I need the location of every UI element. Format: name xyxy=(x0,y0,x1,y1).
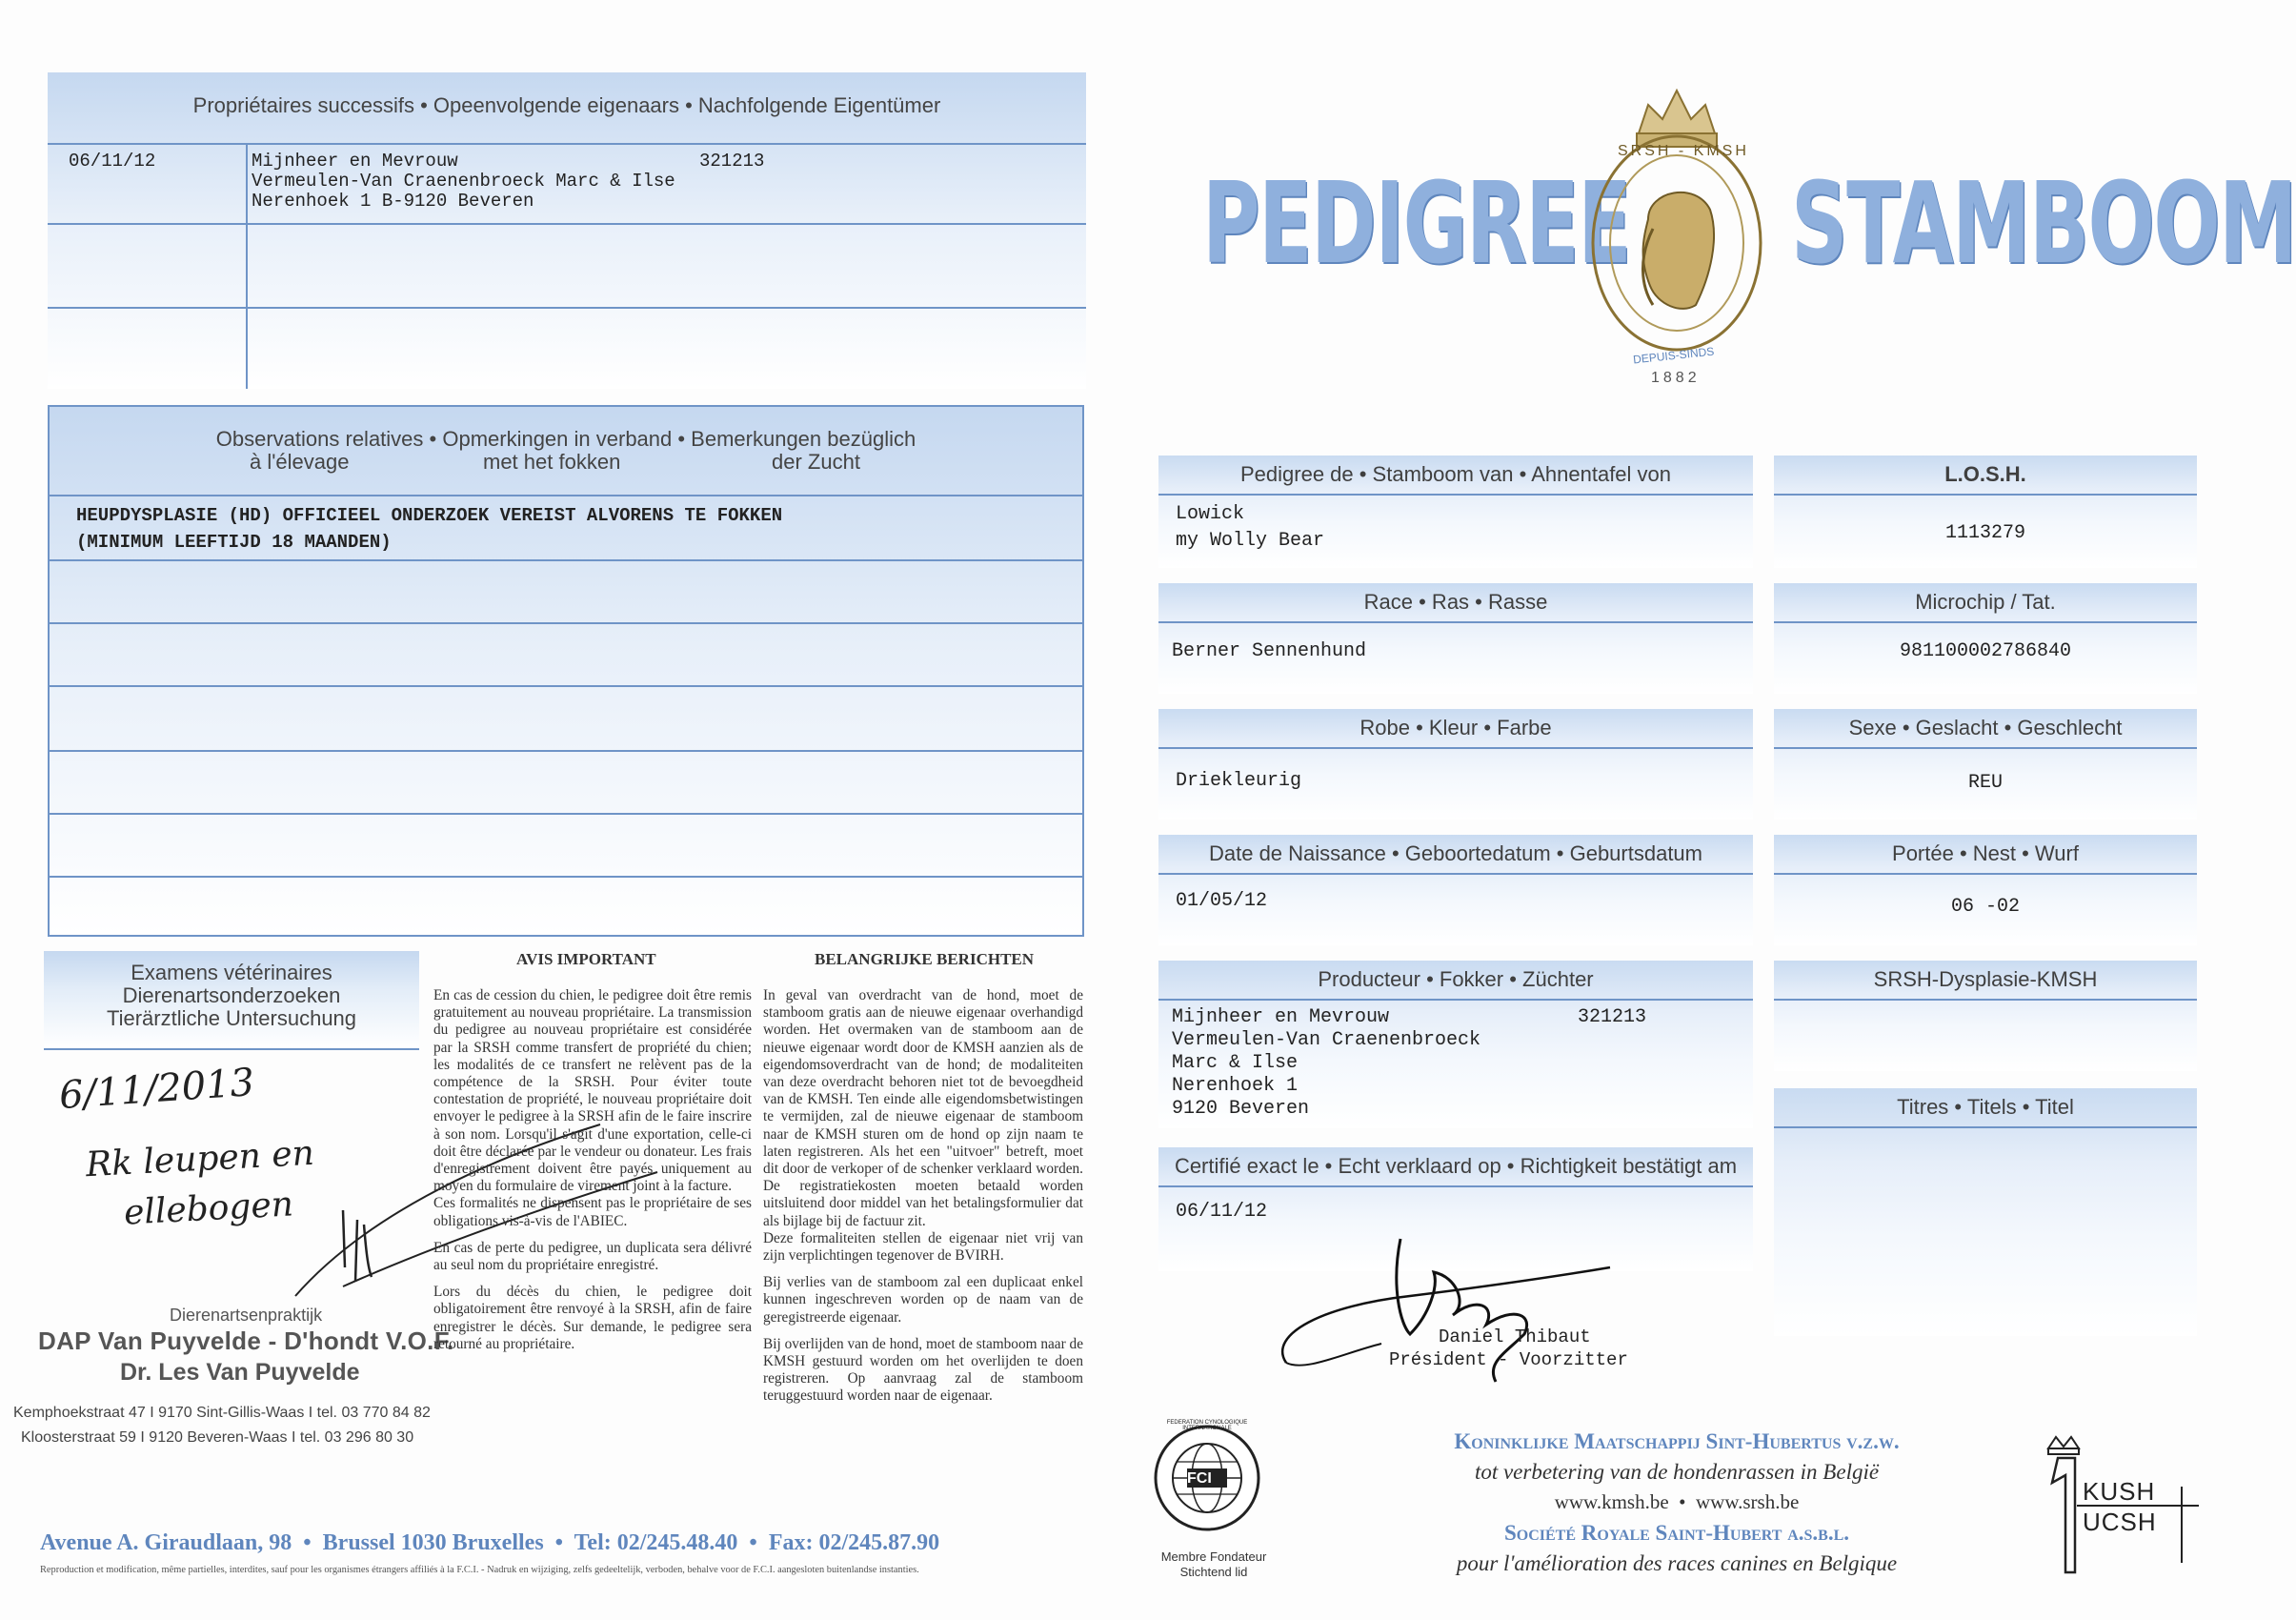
stamp-small: Dierenartsenpraktijk xyxy=(170,1306,323,1325)
since-label: DEPUIS-SINDS xyxy=(1632,344,1715,367)
field-microchip xyxy=(1774,583,2197,694)
handwritten-date: 6/11/2013 xyxy=(57,1060,256,1119)
divider xyxy=(50,495,1082,496)
field-dob xyxy=(1158,835,1753,945)
footer-address: Avenue A. Giraudlaan, 98 • Brussel 1030 Bruxelles • Tel: 02/245.48.40 • Fax: 02/245.87.90 xyxy=(40,1530,940,1555)
observations-header-nl: met het fokken xyxy=(483,450,621,474)
kush-label: KUSH xyxy=(2083,1477,2156,1506)
field-pedigree-name xyxy=(1158,456,1753,568)
field-robe xyxy=(1158,709,1753,820)
owner-line1: Mijnheer en Mevrouw xyxy=(252,151,458,172)
berichten-paragraph: Bij overlijden van de hond, moet de stamboom naar de KMSH gestuurd worden om het overlijden te doen registreren. Op aanvraag zal de stamboom teruggestuurd worden naar de eigenaar. xyxy=(763,1335,1083,1405)
society-tagline-nl: tot verbetering van de hondenrassen in België xyxy=(1474,1460,1880,1484)
field-portee xyxy=(1774,835,2197,945)
field-label: Race • Ras • Rasse xyxy=(1158,583,1753,623)
producer-line2: Vermeulen-Van Craenenbroeck xyxy=(1172,1029,1481,1051)
column-divider xyxy=(246,143,248,389)
certifie-value: 06/11/12 xyxy=(1176,1201,1268,1223)
berichten-paragraph: Deze formaliteiten stellen de eigenaar niet vrij van zijn verplichtingen tegenover de BVIRH. xyxy=(763,1229,1083,1265)
divider xyxy=(50,685,1082,687)
dog-name-line2: my Wolly Bear xyxy=(1176,530,1325,552)
producer-line1: Mijnheer en Mevrouw xyxy=(1172,1006,1390,1028)
avis-paragraph: En cas de cession du chien, le pedigree doit être remis gratuitement au nouveau propriétaire. La transmission du pedigree au nouveau propriétaire est considérée par la SRSH comme transfert de propriété du chien; les modalités de ce transfert ne relèvent pas de la compétence de la SRSH. Pour éviter toute contestation de propriété, le nouveau propriétaire doit envoyer le pedigree à la SRSH afin de le faire inscrire à son nom. Lorsqu'il s'agit d'une exportation, celle-ci doit être déclarée par le vendeur ou donateur. Les frais d'enregistrement doivent être payés uniquement au moyen du formulaire de virement joint à la facture. xyxy=(433,987,752,1195)
field-label: Microchip / Tat. xyxy=(1774,583,2197,623)
pedigree-title: PEDIGREE xyxy=(1202,157,1631,289)
fci-caption1: Membre Fondateur xyxy=(1160,1549,1267,1564)
divider xyxy=(50,813,1082,815)
observations-header-de: der Zucht xyxy=(772,450,860,474)
producer-line5: 9120 Beveren xyxy=(1172,1098,1310,1120)
divider xyxy=(50,750,1082,752)
stamp-name: DAP Van Puyvelde - D'hondt V.O.F. xyxy=(38,1326,454,1355)
owner-line3: Nerenhoek 1 B-9120 Beveren xyxy=(252,191,534,212)
footer-legal: Reproduction et modification, même partielles, interdites, sauf pour les organismes étrangers affiliés à la F.C.I. - Nadruk en wijziging, zelfs gedeeltelijk, verboden, behalve voor de F.C.I. aangesloten buitenlandse instanties. xyxy=(40,1565,919,1575)
field-sexe xyxy=(1774,709,2197,820)
since-year: 1882 xyxy=(1651,370,1701,386)
fci-caption2: Stichtend lid xyxy=(1179,1565,1248,1579)
owner-date: 06/11/12 xyxy=(69,151,156,172)
producer-number: 321213 xyxy=(1578,1006,1647,1028)
stamp-address1: Kemphoekstraat 47 I 9170 Sint-Gillis-Waas I tel. 03 770 84 82 xyxy=(13,1405,431,1421)
avis-title: AVIS IMPORTANT xyxy=(516,950,656,968)
divider xyxy=(48,143,1086,145)
ucsh-label: UCSH xyxy=(2083,1508,2157,1536)
president-role: Président - Voorzitter xyxy=(1389,1349,1628,1370)
handwritten-line2: ellebogen xyxy=(123,1185,294,1233)
field-label: Date de Naissance • Geboortedatum • Geburtsdatum xyxy=(1158,835,1753,875)
exams-title-fr: Examens vétérinaires xyxy=(131,961,332,984)
race-value: Berner Sennenhund xyxy=(1172,640,1367,662)
dog-name-line1: Lowick xyxy=(1176,503,1245,525)
portee-value: 06 -02 xyxy=(1950,896,2020,918)
losh-number: 1113279 xyxy=(1944,522,2025,544)
exams-title-nl: Dierenartsonderzoeken xyxy=(122,983,341,1007)
field-producteur xyxy=(1158,961,1753,1128)
field-label: SRSH-Dysplasie-KMSH xyxy=(1774,961,2197,1001)
producer-line3: Marc & Ilse xyxy=(1172,1052,1299,1074)
producer-line4: Nerenhoek 1 xyxy=(1172,1075,1299,1097)
observation-text-line2: (MINIMUM LEEFTIJD 18 MAANDEN) xyxy=(76,532,392,553)
avis-paragraph: Lors du décès du chien, le pedigree doit obligatoirement être renvoyé à la SRSH, afin de faire enregistrer le décès. Sur demande, le pedigree sera retourné au propriétaire. xyxy=(433,1284,752,1352)
divider xyxy=(48,223,1086,225)
sexe-value: REU xyxy=(1967,772,2003,794)
observations-header-line1: Observations relatives • Opmerkingen in verband • Bemerkungen bezüglich xyxy=(215,427,916,451)
owners-header: Propriétaires successifs • Opeenvolgende eigenaars • Nachfolgende Eigentümer xyxy=(192,93,941,117)
field-label: Robe • Kleur • Farbe xyxy=(1158,709,1753,749)
field-label: Sexe • Geslacht • Geschlecht xyxy=(1774,709,2197,749)
field-label: Portée • Nest • Wurf xyxy=(1774,835,2197,875)
divider xyxy=(50,622,1082,624)
dob-value: 01/05/12 xyxy=(1176,890,1268,912)
divider xyxy=(50,876,1082,878)
owner-number: 321213 xyxy=(699,151,765,172)
field-titres xyxy=(1774,1088,2197,1336)
society-name-fr: Société Royale Saint-Hubert a.s.b.l. xyxy=(1503,1521,1850,1545)
field-race xyxy=(1158,583,1753,694)
field-label: Titres • Titels • Titel xyxy=(1774,1088,2197,1128)
seal-text: SRSH - KMSH xyxy=(1618,143,1749,159)
stamboom-title: STAMBOOM xyxy=(1791,157,2296,289)
fci-ring-text: FEDERATION CYNOLOGIQUE INTERNATIONALE xyxy=(1166,1420,1248,1431)
srsh-kmsh-crest xyxy=(1581,67,1772,353)
fci-center-label: FCI xyxy=(1187,1470,1212,1487)
exams-panel xyxy=(44,951,419,1048)
berichten-paragraph: In geval van overdracht van de hond, moet de stamboom gratis aan de nieuwe eigenaar overhandigd worden. Het overmaken van de stamboom aan de nieuwe eigenaar wordt door de KMSH aanzien als de eigendomsoverdracht van de hond; de modaliteiten van deze overdracht behoren niet tot de bevoegdheid van de KMSH. Ten einde alle eigendomsbetwistingen te vermijden, zal de nieuwe eigenaar de stamboom naar de KMSH sturen om de hond op zijn naam te laten registreren. Als het een "uitvoer" betreft, moet dit door de verkoper of de schenker verklaard worden. De registratiekosten moeten betaald worden uitsluitend door middel van het betalingsformulier dat als bijlage bij de factuur zit. xyxy=(763,987,1083,1229)
observations-panel xyxy=(48,405,1084,937)
field-label: Certifié exact le • Echt verklaard op • Richtigkeit bestätigt am xyxy=(1158,1147,1753,1187)
owners-panel xyxy=(48,72,1086,389)
owner-line2: Vermeulen-Van Craenenbroeck Marc & Ilse xyxy=(252,171,675,192)
field-dysplasie xyxy=(1774,961,2197,1071)
exams-title-de: Tierärztliche Untersuchung xyxy=(106,1006,357,1030)
robe-value: Driekleurig xyxy=(1176,770,1302,792)
observation-text-line1: HEUPDYSPLASIE (HD) OFFICIEEL ONDERZOEK VEREIST ALVORENS TE FOKKEN xyxy=(76,505,783,526)
society-tagline-fr: pour l'amélioration des races canines en Belgique xyxy=(1456,1551,1898,1575)
handwritten-line1: Rk leupen en xyxy=(85,1133,315,1185)
divider xyxy=(48,307,1086,309)
berichten-text xyxy=(763,987,1083,1415)
avis-text xyxy=(433,987,752,1363)
berichten-title: BELANGRIJKE BERICHTEN xyxy=(815,950,1035,968)
stamp-doctor: Dr. Les Van Puyvelde xyxy=(120,1359,360,1386)
field-label: Pedigree de • Stamboom van • Ahnentafel von xyxy=(1158,456,1753,496)
avis-paragraph: Ces formalités ne dispensent pas le propriétaire de ses obligations vis-à-vis de l'ABIEC. xyxy=(433,1195,752,1229)
society-name-nl: Koninklijke Maatschappij Sint-Hubertus v.z.w. xyxy=(1454,1429,1900,1453)
divider xyxy=(50,559,1082,561)
observations-header-fr: à l'élevage xyxy=(250,450,350,474)
berichten-paragraph: Bij verlies van de stamboom zal een duplicaat enkel kunnen ingeschreven worden op de naam van de geregistreerde eigenaar. xyxy=(763,1274,1083,1326)
field-losh xyxy=(1774,456,2197,568)
society-websites: www.kmsh.be • www.srsh.be xyxy=(1554,1490,1800,1513)
field-label: Producteur • Fokker • Züchter xyxy=(1158,961,1753,1001)
president-name: Daniel Thibaut xyxy=(1439,1326,1591,1347)
microchip-value: 981100002786840 xyxy=(1899,640,2072,662)
stamp-address2: Kloosterstraat 59 I 9120 Beveren-Waas I tel. 03 296 80 30 xyxy=(21,1429,414,1446)
avis-paragraph: En cas de perte du pedigree, un duplicata sera délivré au seul nom du propriétaire enregistré. xyxy=(433,1239,752,1274)
field-label: L.O.S.H. xyxy=(1774,456,2197,496)
divider xyxy=(44,1048,419,1050)
